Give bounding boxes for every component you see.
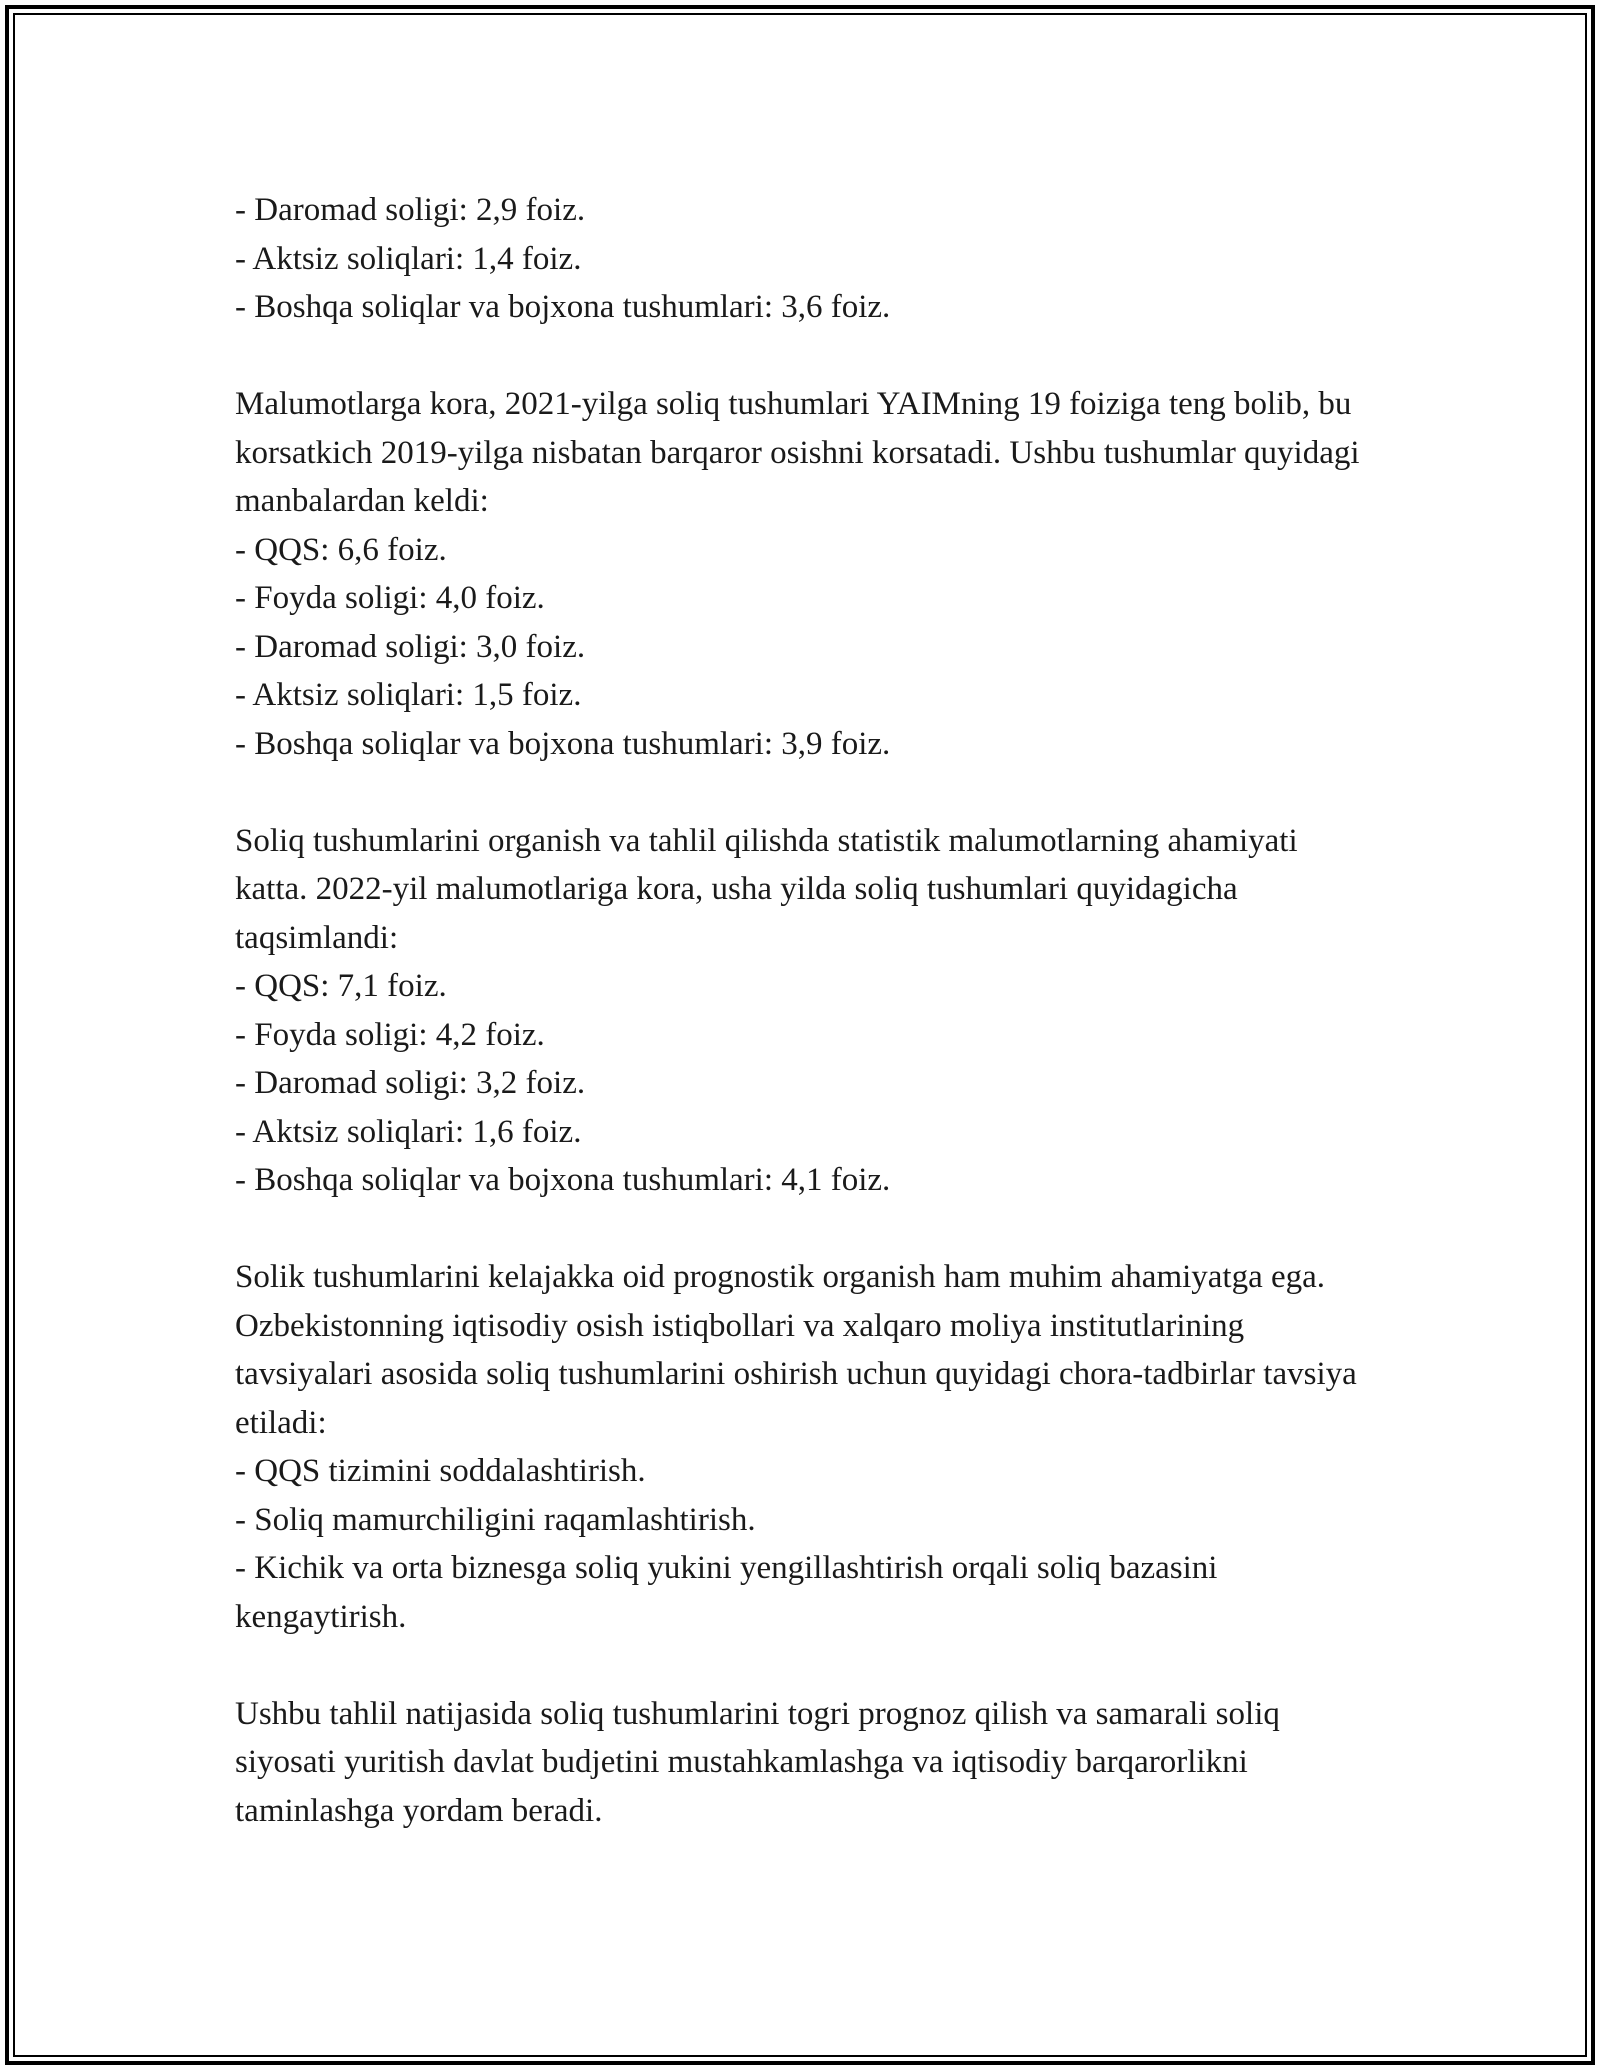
text-block-1 xyxy=(235,186,1365,332)
list-item: - QQS tizimini soddalashtirish. xyxy=(235,1453,646,1489)
list-item: - Aktsiz soliqlari: 1,5 foiz. xyxy=(235,677,582,713)
paragraph: Ushbu tahlil natijasida soliq tushumlarini togri prognoz qilish va samarali soliq siyosati yuritish davlat budjetini mustahkamlashga va iqtisodiy barqarorlikni taminlashga yordam beradi. xyxy=(235,1695,1280,1829)
text-block-3 xyxy=(235,817,1365,1205)
paragraph-spacer xyxy=(235,1205,1365,1254)
document-body xyxy=(235,186,1365,1835)
list-item: - Aktsiz soliqlari: 1,6 foiz. xyxy=(235,1113,582,1150)
list-item: - Boshqa soliqlar va bojxona tushumlari: 3,9 foiz. xyxy=(235,725,891,762)
text-block-2 xyxy=(235,380,1365,768)
paragraph: Malumotlarga kora, 2021-yilga soliq tushumlari YAIMning 19 foiziga teng bolib, bu korsatkich 2019-yilga nisbatan barqaror osishni korsatadi. Ushbu tushumlar quyidagi manbalardan keldi: xyxy=(235,386,1360,519)
list-item: - Aktsiz soliqlari: 1,4 foiz. xyxy=(235,240,582,277)
list-item: - QQS: 7,1 foiz. xyxy=(235,968,447,1004)
list-item: - Daromad soligi: 3,2 foiz. xyxy=(235,1065,586,1101)
paragraph: Soliq tushumlarini organish va tahlil qilishda statistik malumotlarning ahamiyati katta. 2022-yil malumotlariga kora, usha yilda soliq tushumlari quyidagicha taqsimlandi: xyxy=(235,822,1298,956)
paragraph: Solik tushumlarini kelajakka oid prognostik organish ham muhim ahamiyatga ega. Ozbekistonning iqtisodiy osish istiqbollari va xalqaro moliya institutlarining tavsiyalari asosida soliq tushumlarini oshirish uchun quyidagi chora-tadbirlar tavsiya etiladi: xyxy=(235,1259,1357,1441)
list-item: - Daromad soligi: 2,9 foiz. xyxy=(235,192,586,228)
text-block-5 xyxy=(235,1690,1365,1836)
paragraph-spacer xyxy=(235,768,1365,817)
paragraph-spacer xyxy=(235,332,1365,381)
list-item: - Foyda soligi: 4,2 foiz. xyxy=(235,1016,545,1053)
text-block-4 xyxy=(235,1253,1365,1641)
list-item: - Kichik va orta biznesga soliq yukini yengillashtirish orqali soliq bazasini kengaytirish. xyxy=(235,1550,1218,1635)
list-item: - QQS: 6,6 foiz. xyxy=(235,531,447,568)
list-item: - Boshqa soliqlar va bojxona tushumlari: 3,6 foiz. xyxy=(235,289,891,325)
list-item: - Soliq mamurchiligini raqamlashtirish. xyxy=(235,1501,756,1538)
paragraph-spacer xyxy=(235,1641,1365,1690)
list-item: - Foyda soligi: 4,0 foiz. xyxy=(235,580,545,616)
list-item: - Daromad soligi: 3,0 foiz. xyxy=(235,628,586,665)
list-item: - Boshqa soliqlar va bojxona tushumlari: 4,1 foiz. xyxy=(235,1162,891,1198)
